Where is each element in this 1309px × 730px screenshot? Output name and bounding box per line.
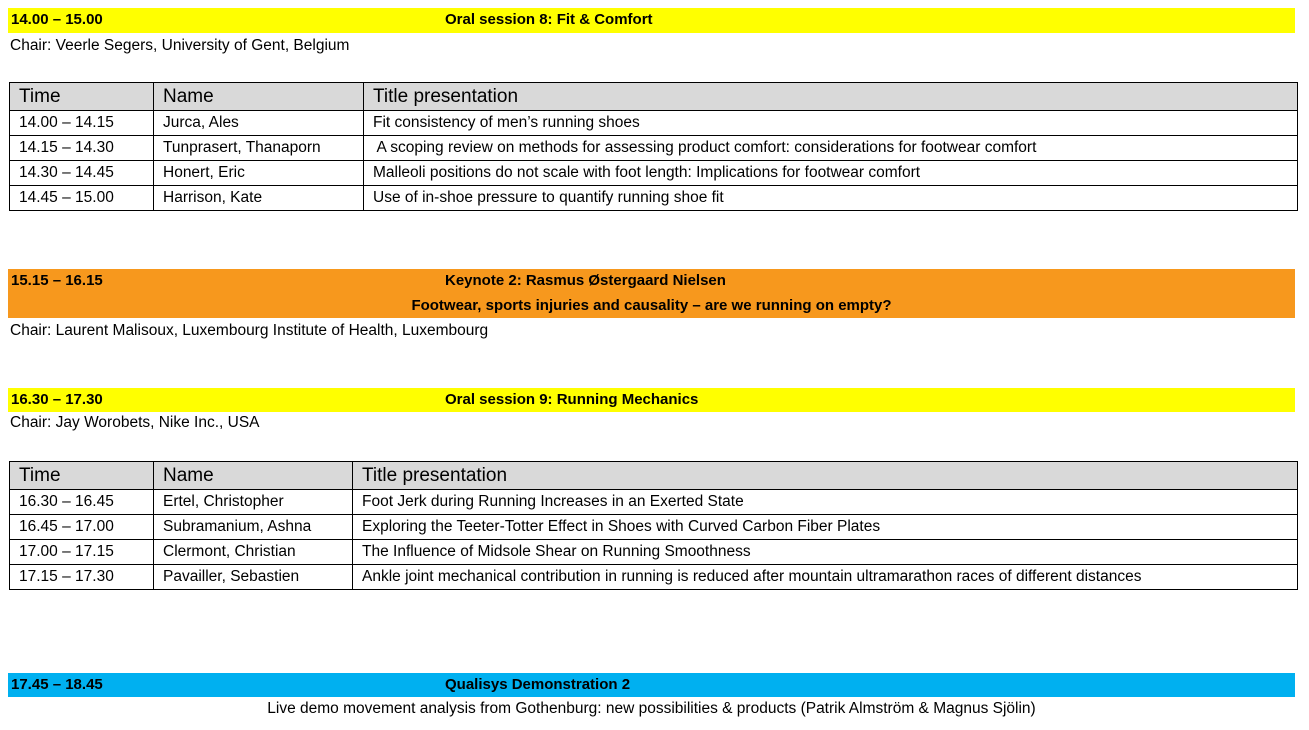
cell-name: Pavailler, Sebastien [154, 565, 353, 590]
cell-title: Exploring the Teeter-Totter Effect in Shoes with Curved Carbon Fiber Plates [353, 515, 1298, 540]
table-row [10, 515, 1298, 540]
session-title: Qualisys Demonstration 2 [445, 676, 631, 693]
session-chair: Chair: Veerle Segers, University of Gent, Belgium [10, 37, 350, 54]
table-row [10, 490, 1298, 515]
cell-time: 14.15 – 14.30 [10, 136, 154, 161]
presentations-table-session-8 [9, 82, 1298, 211]
cell-title: Use of in-shoe pressure to quantify running shoe fit [364, 186, 1298, 211]
cell-title: The Influence of Midsole Shear on Running Smoothness [353, 540, 1298, 565]
table-row [10, 540, 1298, 565]
session-header-qualisys-demo [8, 673, 1295, 697]
session-time: 17.45 – 18.45 [11, 676, 103, 693]
session-time: 14.00 – 15.00 [11, 11, 103, 28]
cell-name: Honert, Eric [154, 161, 364, 186]
cell-name: Harrison, Kate [154, 186, 364, 211]
column-header-name: Name [154, 83, 364, 111]
table-row [10, 186, 1298, 211]
session-title: Oral session 9: Running Mechanics [445, 391, 699, 408]
cell-name: Tunprasert, Thanaporn [154, 136, 364, 161]
cell-name: Clermont, Christian [154, 540, 353, 565]
session-title: Oral session 8: Fit & Comfort [445, 11, 653, 28]
table-row [10, 111, 1298, 136]
cell-time: 17.15 – 17.30 [10, 565, 154, 590]
presentations-table-session-9 [9, 461, 1298, 590]
cell-time: 17.00 – 17.15 [10, 540, 154, 565]
table-row [10, 161, 1298, 186]
cell-time: 14.45 – 15.00 [10, 186, 154, 211]
session-time: 15.15 – 16.15 [11, 272, 103, 289]
cell-title: Malleoli positions do not scale with foot length: Implications for footwear comfort [364, 161, 1298, 186]
cell-time: 16.45 – 17.00 [10, 515, 154, 540]
session-header-oral-9 [8, 388, 1295, 412]
cell-name: Jurca, Ales [154, 111, 364, 136]
session-header-oral-8 [8, 8, 1295, 33]
table-row [10, 136, 1298, 161]
column-header-time: Time [10, 462, 154, 490]
column-header-name: Name [154, 462, 353, 490]
session-subtitle: Footwear, sports injuries and causality – are we running on empty? [411, 297, 892, 314]
column-header-title: Title presentation [364, 83, 1298, 111]
table-header-row [10, 462, 1298, 490]
table-row [10, 565, 1298, 590]
cell-time: 16.30 – 16.45 [10, 490, 154, 515]
cell-title: Ankle joint mechanical contribution in running is reduced after mountain ultramarathon races of different distances [353, 565, 1298, 590]
session-chair: Chair: Laurent Malisoux, Luxembourg Institute of Health, Luxembourg [10, 322, 489, 339]
table-header-row [10, 83, 1298, 111]
session-title: Keynote 2: Rasmus Østergaard Nielsen [445, 272, 726, 289]
cell-time: 14.00 – 14.15 [10, 111, 154, 136]
cell-title: Fit consistency of men’s running shoes [364, 111, 1298, 136]
column-header-title: Title presentation [353, 462, 1298, 490]
session-header-keynote-2 [8, 269, 1295, 318]
cell-name: Subramanium, Ashna [154, 515, 353, 540]
session-description: Live demo movement analysis from Gothenburg: new possibilities & products (Patrik Almström & Magnus Sjölin) [267, 700, 1036, 717]
cell-title: Foot Jerk during Running Increases in an Exerted State [353, 490, 1298, 515]
cell-name: Ertel, Christopher [154, 490, 353, 515]
cell-title: A scoping review on methods for assessing product comfort: considerations for footwear comfort [364, 136, 1298, 161]
session-time: 16.30 – 17.30 [11, 391, 103, 408]
session-chair: Chair: Jay Worobets, Nike Inc., USA [10, 414, 260, 431]
cell-time: 14.30 – 14.45 [10, 161, 154, 186]
column-header-time: Time [10, 83, 154, 111]
